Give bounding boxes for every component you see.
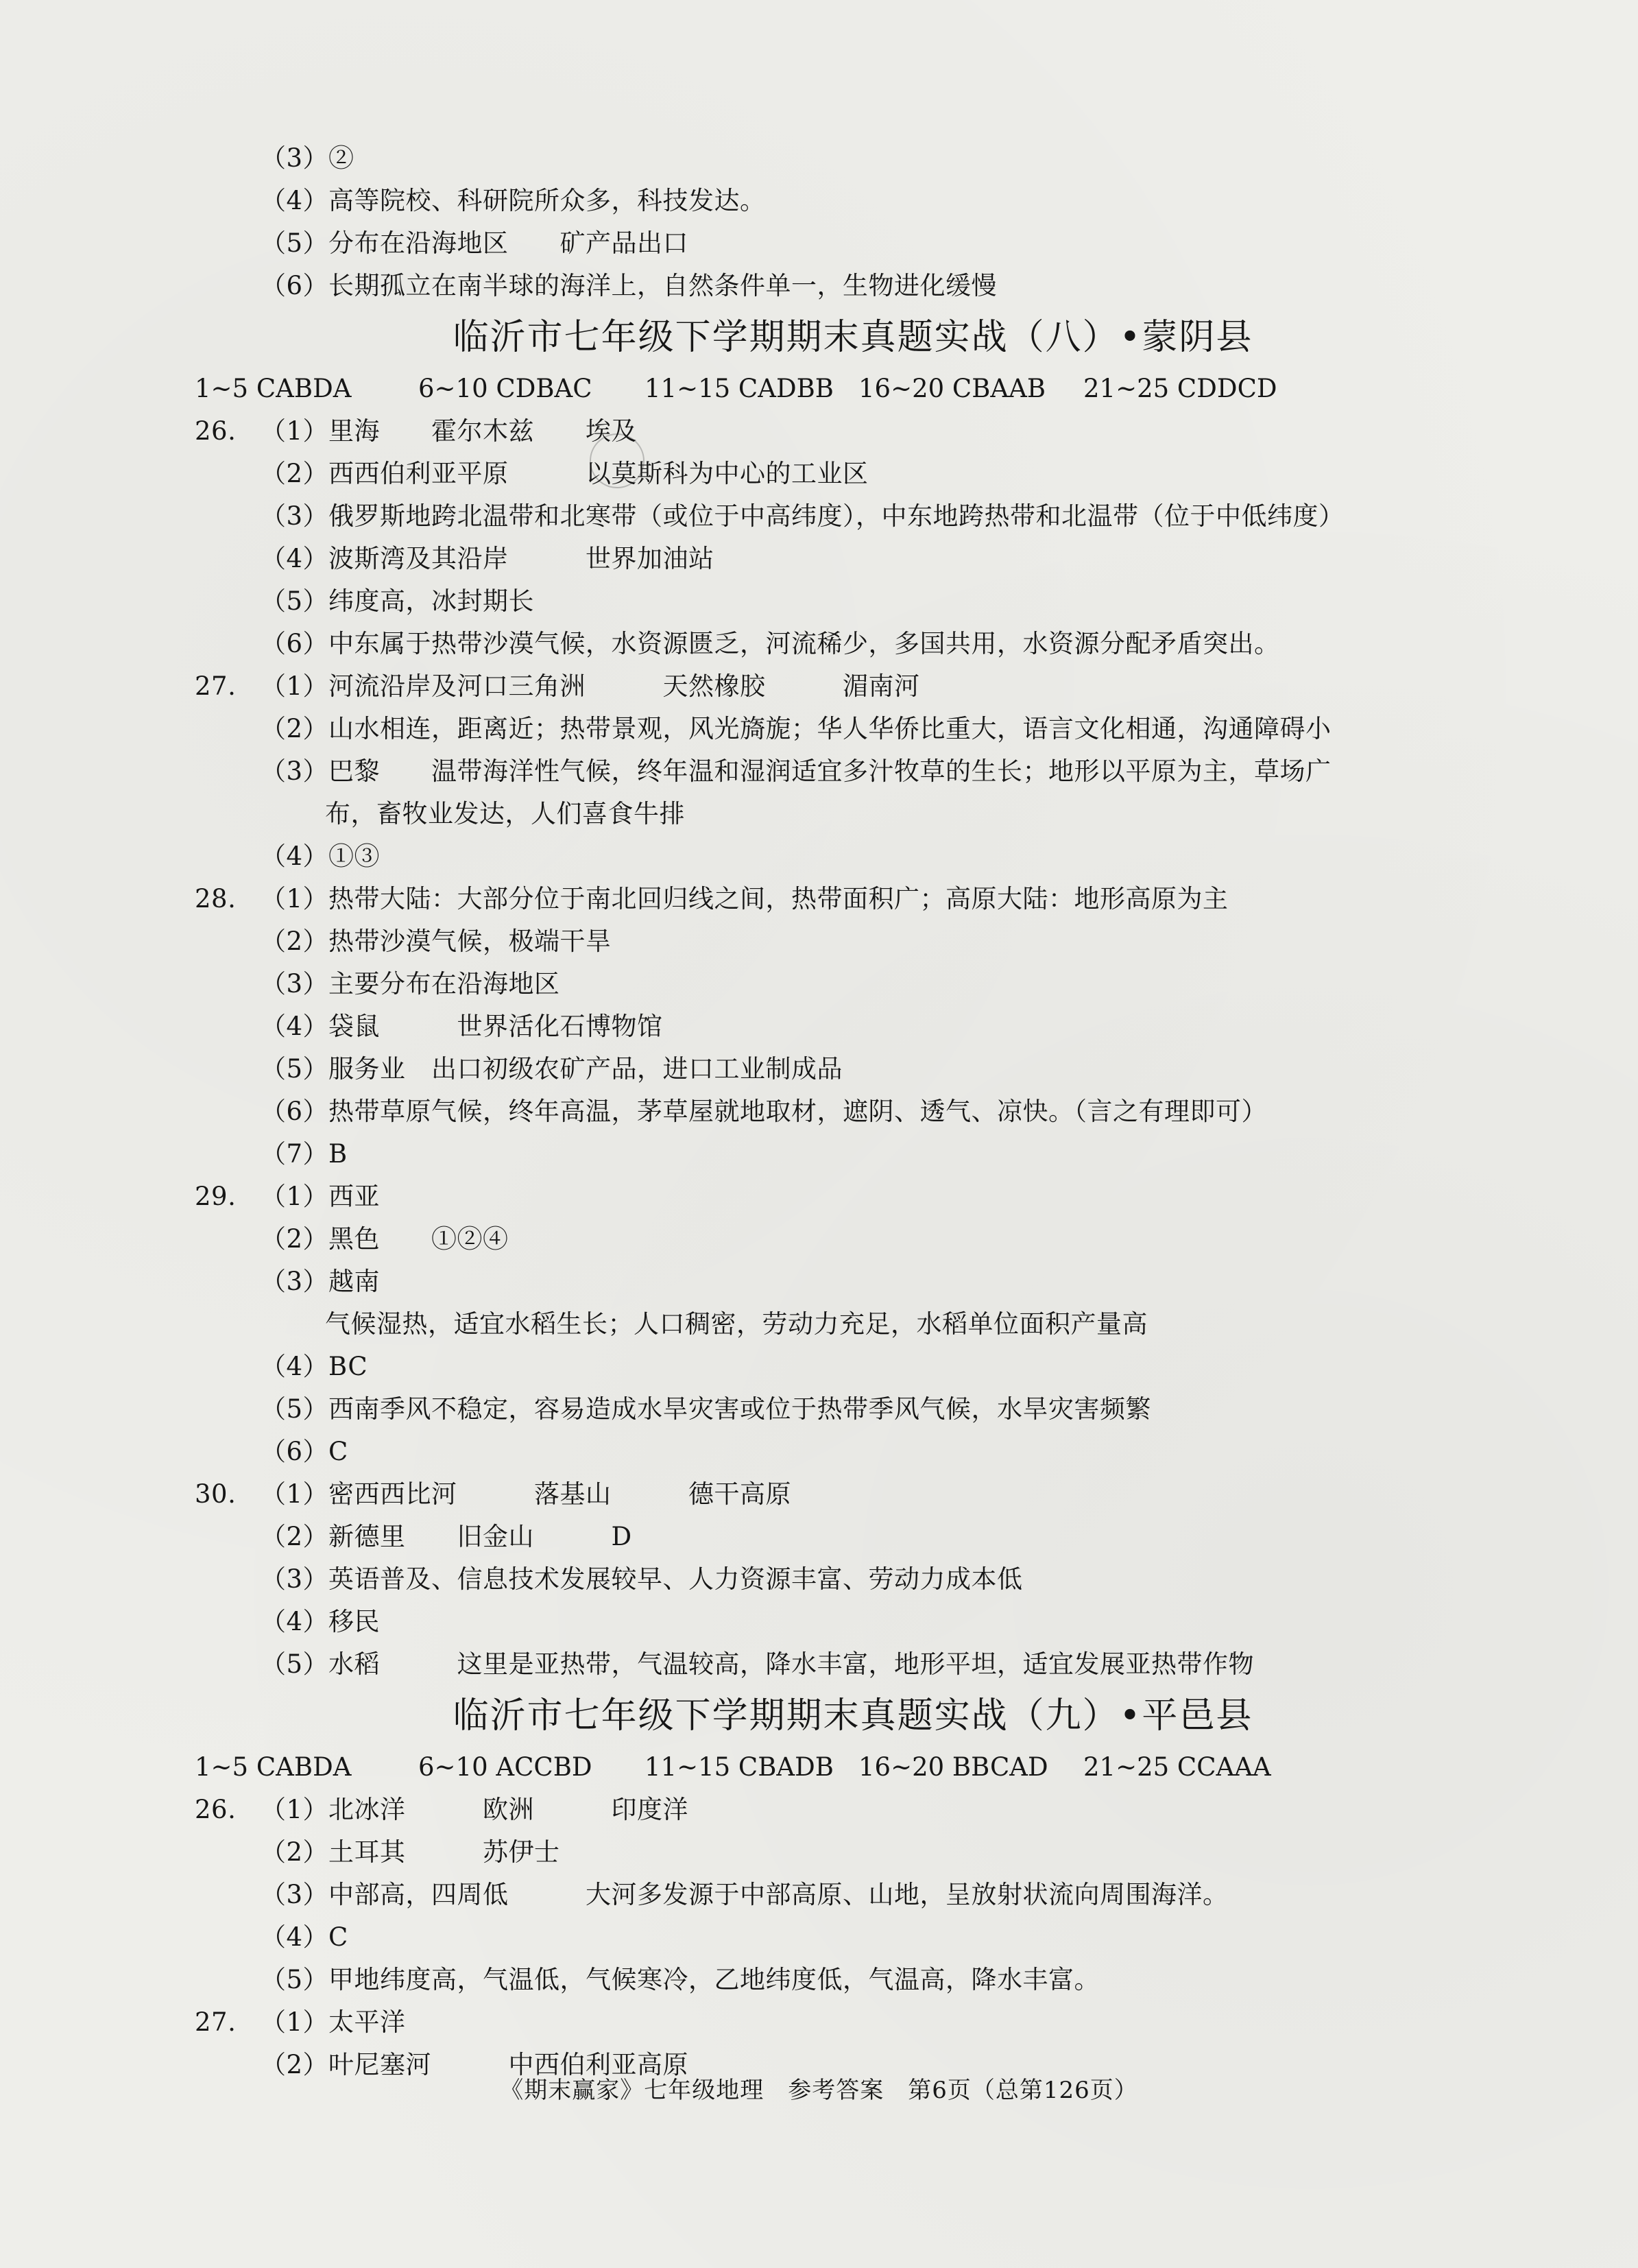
- answer-line: （4）BC: [261, 1352, 368, 1381]
- question-number: 29.: [195, 1182, 237, 1211]
- answer-line: （3）英语普及、信息技术发展较早、人力资源丰富、劳动力成本低: [261, 1564, 1023, 1594]
- question-number: 27.: [195, 671, 237, 701]
- answer-line: （6）热带草原气候，终年高温，茅草屋就地取材，遮阴、透气、凉快。（言之有理即可）: [261, 1097, 1268, 1126]
- answer-content: [195, 137, 1470, 2086]
- answer-line: （6）中东属于热带沙漠气候，水资源匮乏，河流稀少，多国共用，水资源分配矛盾突出。: [261, 629, 1280, 658]
- answer-line: （2）土耳其 苏伊士: [261, 1837, 560, 1867]
- answer-line: （5）西南季风不稳定，容易造成水旱灾害或位于热带季风气候，水旱灾害频繁: [261, 1394, 1152, 1424]
- answer-line: （4）高等院校、科研院所众多，科技发达。: [261, 186, 766, 215]
- answer-line: 29. （1）西亚: [195, 1175, 1470, 1218]
- answer-line: （2）黑色 ①②④: [261, 1224, 509, 1254]
- question-number: 27.: [195, 2007, 237, 2037]
- question-number: 28.: [195, 884, 237, 914]
- answer-line: 26. （1）里海 霍尔木兹 埃及: [195, 410, 1470, 453]
- mc-group: 21~25 CDDCD: [1083, 374, 1277, 403]
- answer-line: （2）新德里 旧金山 D: [261, 1522, 632, 1551]
- answer-line: （3）主要分布在沿海地区: [261, 969, 560, 999]
- answer-line: （5）水稻 这里是亚热带，气温较高，降水丰富，地形平坦，适宜发展亚热带作物: [261, 1649, 1255, 1679]
- mc-group: 21~25 CCAAA: [1083, 1752, 1271, 1782]
- mc-group: 1~5 CABDA: [195, 374, 352, 403]
- section-title: 临沂市七年级下学期期末真题实战（八）•蒙阴县: [453, 317, 1253, 358]
- answer-line: （5）甲地纬度高，气温低，气候寒冷，乙地纬度低，气温高，降水丰富。: [261, 1965, 1100, 1994]
- mc-group: 11~15 CBADB: [645, 1752, 834, 1782]
- answer-line: （2）西西伯利亚平原 以莫斯科为中心的工业区: [261, 459, 869, 488]
- answer-line: 27. （1）太平洋: [195, 2001, 1470, 2044]
- answer-line: （3）②: [261, 143, 354, 173]
- answer-line: （4）①③: [261, 841, 381, 871]
- answer-line: （6）C: [261, 1437, 348, 1466]
- answer-line: （6）长期孤立在南半球的海洋上，自然条件单一，生物进化缓慢: [261, 271, 998, 300]
- answer-line: （5）纬度高，冰封期长: [261, 586, 535, 616]
- answer-line: （2）叶尼塞河 中西伯利亚高原: [261, 2050, 689, 2079]
- answer-line: （3）俄罗斯地跨北温带和北寒带（或位于中高纬度），中东地跨热带和北温带（位于中低纬度）: [261, 501, 1345, 531]
- multiple-choice-answers: [195, 1746, 1470, 1789]
- question-number: 26.: [195, 416, 237, 446]
- mc-group: 11~15 CADBB: [645, 374, 834, 403]
- multiple-choice-answers: [195, 368, 1470, 410]
- answer-line: （3）巴黎 温带海洋性气候，终年温和湿润适宜多汁牧草的生长；地形以平原为主，草场广: [261, 756, 1332, 786]
- answer-line: （4）C: [261, 1922, 348, 1952]
- mc-group: 6~10 CDBAC: [418, 374, 592, 403]
- answer-line: （5）分布在沿海地区 矿产品出口: [261, 228, 689, 258]
- answer-line: （7）B: [261, 1139, 348, 1169]
- mc-group: 6~10 ACCBD: [418, 1752, 592, 1782]
- answer-line: 26. （1）北冰洋 欧洲 印度洋: [195, 1789, 1470, 1831]
- answer-line: （3）中部高，四周低 大河多发源于中部高原、山地，呈放射状流向周围海洋。: [261, 1880, 1229, 1909]
- answer-line: 27. （1）河流沿岸及河口三角洲 天然橡胶 湄南河: [195, 665, 1470, 708]
- question-number: 26.: [195, 1795, 237, 1824]
- answer-line: （2）山水相连，距离近；热带景观，风光旖旎；华人华侨比重大，语言文化相通，沟通障碍小: [261, 714, 1332, 743]
- mc-group: 16~20 CBAAB: [858, 374, 1046, 403]
- answer-line: 布，畜牧业发达，人们喜食牛排: [325, 799, 685, 828]
- answer-line: （4）波斯湾及其沿岸 世界加油站: [261, 544, 714, 573]
- answer-line: 30. （1）密西西比河 落基山 德干高原: [195, 1473, 1470, 1516]
- answer-line: 28. （1）热带大陆：大部分位于南北回归线之间，热带面积广；高原大陆：地形高原为主: [195, 878, 1470, 920]
- section-title: 临沂市七年级下学期期末真题实战（九）•平邑县: [453, 1695, 1253, 1736]
- answer-line: （3）越南: [261, 1267, 381, 1296]
- answer-line: 气候湿热，适宜水稻生长；人口稠密，劳动力充足，水稻单位面积产量高: [325, 1309, 1148, 1339]
- question-number: 30.: [195, 1479, 237, 1509]
- mc-group: 1~5 CABDA: [195, 1752, 352, 1782]
- mc-group: 16~20 BBCAD: [858, 1752, 1048, 1782]
- answer-line: （2）热带沙漠气候，极端干旱: [261, 927, 612, 956]
- answer-line: （5）服务业 出口初级农矿产品，进口工业制成品: [261, 1054, 843, 1084]
- answer-line: （4）移民: [261, 1607, 381, 1636]
- answer-line: （4）袋鼠 世界活化石博物馆: [261, 1012, 663, 1041]
- page-footer: 《期末赢家》七年级地理 参考答案 第6页（总第126页）: [500, 2077, 1138, 2104]
